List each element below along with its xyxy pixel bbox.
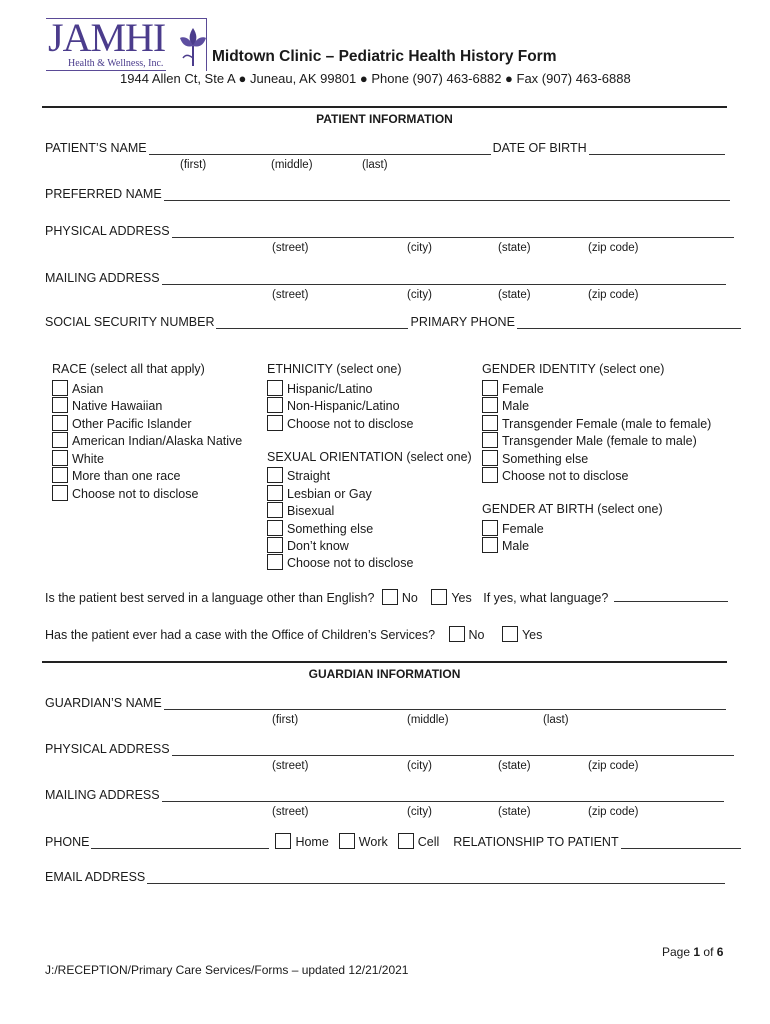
addr-part-street: (street) [272, 242, 309, 254]
option-label: Male [502, 539, 530, 553]
addr-part-city: (city) [407, 242, 432, 254]
race-title: RACE (select all that apply) [52, 362, 205, 376]
dob-input[interactable] [589, 142, 725, 155]
ocs-yes-checkbox[interactable] [502, 626, 518, 642]
option-label: Choose not to disclose [72, 487, 199, 501]
option-label: Straight [287, 469, 331, 483]
checkbox[interactable] [482, 467, 498, 483]
option-label: Hispanic/Latino [287, 382, 373, 396]
option-label: Lesbian or Gay [287, 487, 372, 501]
option-label: Transgender Male (female to male) [502, 434, 697, 448]
ssn-input[interactable] [216, 316, 408, 329]
checkbox[interactable] [52, 415, 68, 431]
checkbox[interactable] [482, 520, 498, 536]
checkbox[interactable] [482, 415, 498, 431]
addr-part-zip: (zip code) [588, 760, 639, 772]
phone-home-checkbox[interactable] [275, 833, 291, 849]
gender-identity-title: GENDER IDENTITY (select one) [482, 362, 665, 376]
name-part-last: (last) [362, 159, 388, 171]
checkbox[interactable] [52, 467, 68, 483]
option-label: Choose not to disclose [502, 469, 629, 483]
page-of: of [703, 945, 714, 959]
ocs-question: Has the patient ever had a case with the Office of Children’s Services? [45, 628, 436, 642]
physical-address-label: PHYSICAL ADDRESS [45, 224, 170, 238]
relationship-input[interactable] [621, 836, 741, 849]
checkbox[interactable] [482, 537, 498, 553]
form-title: Midtown Clinic – Pediatric Health History Form [212, 48, 557, 65]
language-no-checkbox[interactable] [382, 589, 398, 605]
gender-option[interactable] [482, 432, 697, 448]
option-label: More than one race [72, 469, 181, 483]
physical-address-row [45, 224, 736, 238]
language-no-label: No [401, 591, 418, 605]
ocs-no-label: No [468, 628, 485, 642]
ssn-phone-row [45, 315, 743, 329]
ocs-row [45, 626, 542, 642]
checkbox[interactable] [267, 380, 283, 396]
orientation-option[interactable] [267, 520, 373, 536]
race-option[interactable] [52, 467, 180, 483]
language-row [45, 589, 730, 605]
guardian-physical-label: PHYSICAL ADDRESS [45, 742, 170, 756]
guardian-mailing-label: MAILING ADDRESS [45, 788, 160, 802]
ethnicity-option[interactable] [267, 415, 413, 431]
race-option[interactable] [52, 380, 103, 396]
preferred-name-row [45, 187, 732, 201]
preferred-name-input[interactable] [164, 188, 730, 201]
page-current: 1 [693, 945, 701, 959]
name-part-last: (last) [543, 714, 569, 726]
email-input[interactable] [147, 871, 725, 884]
clinic-address: 1944 Allen Ct, Ste A ● Juneau, AK 99801 ● Phone (907) 463-6882 ● Fax (907) 463-6888 [120, 71, 631, 86]
addr-part-city: (city) [407, 289, 432, 301]
logo-main-text: JAMHI [48, 15, 166, 60]
guardian-physical-input[interactable] [172, 743, 734, 756]
option-label: Female [502, 382, 544, 396]
race-option[interactable] [52, 415, 192, 431]
file-path-footer: J:/RECEPTION/Primary Care Services/Forms – updated 12/21/2021 [45, 963, 409, 977]
iris-flower-icon [176, 24, 210, 68]
dob-label: DATE OF BIRTH [492, 141, 587, 155]
page-prefix: Page [662, 945, 691, 959]
checkbox[interactable] [52, 397, 68, 413]
mailing-address-label: MAILING ADDRESS [45, 271, 160, 285]
option-label: Transgender Female (male to female) [502, 417, 712, 431]
race-option[interactable] [52, 432, 242, 448]
guardian-phone-label: PHONE [45, 835, 90, 849]
addr-part-zip: (zip code) [588, 242, 639, 254]
ocs-yes-label: Yes [521, 628, 543, 642]
gender-option[interactable] [482, 450, 588, 466]
gender-at-birth-title: GENDER AT BIRTH (select one) [482, 502, 663, 516]
checkbox[interactable] [267, 502, 283, 518]
addr-part-street: (street) [272, 806, 309, 818]
section-divider [42, 106, 727, 108]
option-label: Other Pacific Islander [72, 417, 192, 431]
language-question: Is the patient best served in a language other than English? [45, 591, 375, 605]
patient-name-input[interactable] [149, 142, 491, 155]
language-yes-checkbox[interactable] [431, 589, 447, 605]
name-part-middle: (middle) [407, 714, 449, 726]
option-label: Asian [72, 382, 104, 396]
race-option[interactable] [52, 485, 198, 501]
guardian-name-label: GUARDIAN’S NAME [45, 696, 162, 710]
guardian-mailing-row [45, 788, 726, 802]
option-label: Something else [287, 522, 374, 536]
guardian-physical-row [45, 742, 736, 756]
orientation-option[interactable] [267, 537, 349, 553]
checkbox[interactable] [267, 467, 283, 483]
page-total: 6 [716, 945, 724, 959]
checkbox[interactable] [482, 380, 498, 396]
guardian-section-title: GUARDIAN INFORMATION [308, 667, 461, 681]
guardian-phone-row [45, 833, 743, 849]
checkbox[interactable] [267, 415, 283, 431]
ethnicity-option[interactable] [267, 397, 400, 413]
language-input[interactable] [614, 589, 728, 602]
ocs-no-checkbox[interactable] [449, 626, 465, 642]
name-part-first: (first) [180, 159, 207, 171]
primary-phone-label: PRIMARY PHONE [410, 315, 515, 329]
section-divider [42, 661, 727, 663]
guardian-name-input[interactable] [164, 697, 726, 710]
orientation-option[interactable] [267, 554, 413, 570]
language-followup-label: If yes, what language? [483, 591, 609, 605]
patient-name-row [45, 141, 727, 155]
checkbox[interactable] [482, 397, 498, 413]
addr-part-zip: (zip code) [588, 289, 639, 301]
addr-part-city: (city) [407, 806, 432, 818]
mailing-address-row [45, 271, 728, 285]
gender-option[interactable] [482, 415, 711, 431]
option-label: White [72, 452, 104, 466]
race-option[interactable] [52, 397, 162, 413]
logo-sub-text: Health & Wellness, Inc. [68, 58, 164, 69]
option-label: Something else [502, 452, 589, 466]
addr-part-city: (city) [407, 760, 432, 772]
option-label: Native Hawaiian [72, 399, 163, 413]
preferred-name-label: PREFERRED NAME [45, 187, 162, 201]
gender-option[interactable] [482, 397, 529, 413]
checkbox[interactable] [52, 450, 68, 466]
name-part-first: (first) [272, 714, 299, 726]
option-label: Male [502, 399, 530, 413]
primary-phone-input[interactable] [517, 316, 741, 329]
checkbox[interactable] [52, 432, 68, 448]
checkbox[interactable] [482, 432, 498, 448]
checkbox[interactable] [52, 485, 68, 501]
checkbox[interactable] [267, 554, 283, 570]
checkbox[interactable] [267, 537, 283, 553]
option-label: Female [502, 522, 544, 536]
addr-part-state: (state) [498, 760, 531, 772]
addr-part-state: (state) [498, 289, 531, 301]
checkbox[interactable] [267, 520, 283, 536]
language-yes-label: Yes [451, 591, 472, 605]
orientation-option[interactable] [267, 467, 330, 483]
option-label: Bisexual [287, 504, 335, 518]
option-label: Choose not to disclose [287, 417, 414, 431]
addr-part-street: (street) [272, 760, 309, 772]
email-label: EMAIL ADDRESS [45, 870, 146, 884]
phone-cell-label: Cell [417, 835, 440, 849]
birth-gender-option[interactable] [482, 520, 544, 536]
phone-home-label: Home [295, 835, 329, 849]
addr-part-street: (street) [272, 289, 309, 301]
checkbox[interactable] [267, 485, 283, 501]
mailing-address-input[interactable] [162, 272, 726, 285]
race-option[interactable] [52, 450, 104, 466]
option-label: Choose not to disclose [287, 556, 414, 570]
orientation-option[interactable] [267, 485, 372, 501]
guardian-mailing-input[interactable] [162, 789, 724, 802]
gender-option[interactable] [482, 380, 544, 396]
checkbox[interactable] [482, 450, 498, 466]
jamhi-logo [46, 15, 208, 72]
addr-part-zip: (zip code) [588, 806, 639, 818]
patient-name-label: PATIENT’S NAME [45, 141, 147, 155]
orientation-option[interactable] [267, 502, 334, 518]
phone-work-checkbox[interactable] [339, 833, 355, 849]
option-label: Non-Hispanic/Latino [287, 399, 400, 413]
addr-part-state: (state) [498, 242, 531, 254]
page-number [662, 945, 723, 959]
option-label: American Indian/Alaska Native [72, 434, 243, 448]
patient-section-title: PATIENT INFORMATION [316, 112, 453, 126]
gender-option[interactable] [482, 467, 628, 483]
checkbox[interactable] [52, 380, 68, 396]
option-label: Don’t know [287, 539, 349, 553]
birth-gender-option[interactable] [482, 537, 529, 553]
addr-part-state: (state) [498, 806, 531, 818]
checkbox[interactable] [267, 397, 283, 413]
ethnicity-option[interactable] [267, 380, 372, 396]
physical-address-input[interactable] [172, 225, 734, 238]
ssn-label: SOCIAL SECURITY NUMBER [45, 315, 215, 329]
email-row [45, 870, 727, 884]
ethnicity-title: ETHNICITY (select one) [267, 362, 402, 376]
orientation-title: SEXUAL ORIENTATION (select one) [267, 450, 472, 464]
name-part-middle: (middle) [271, 159, 313, 171]
phone-work-label: Work [358, 835, 388, 849]
guardian-phone-input[interactable] [91, 836, 269, 849]
relationship-label: RELATIONSHIP TO PATIENT [453, 835, 619, 849]
guardian-name-row [45, 696, 728, 710]
phone-cell-checkbox[interactable] [398, 833, 414, 849]
